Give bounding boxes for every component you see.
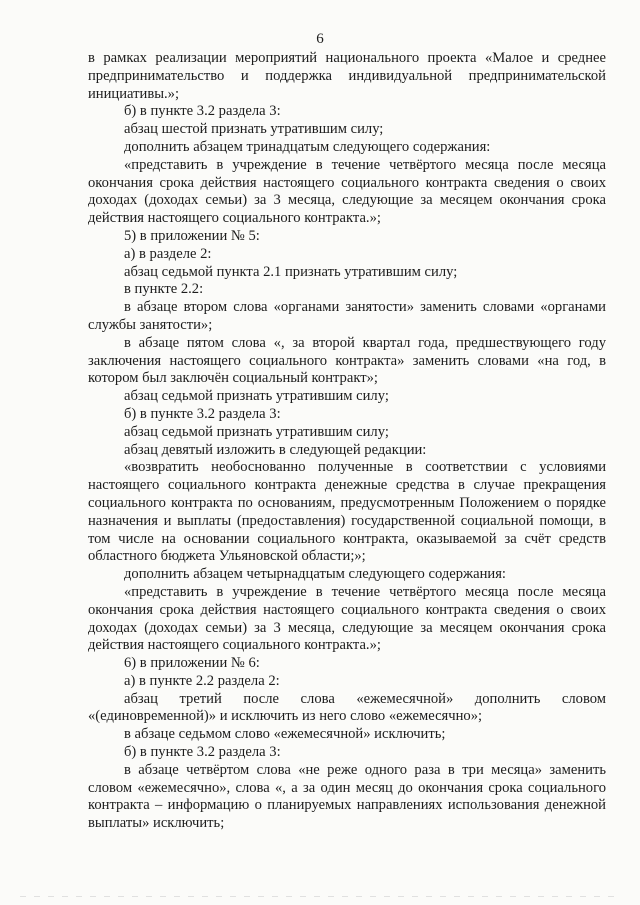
paragraph: абзац седьмой признать утратившим силу; — [124, 388, 389, 405]
paragraph: в пункте 2.2: — [124, 281, 204, 298]
document-body — [88, 50, 606, 833]
paragraph: дополнить абзацем тринадцатым следующего содержания: — [124, 138, 491, 155]
paragraph: в абзаце втором слова «органами занятости» заменить словами «органами службы занятости»; — [88, 299, 606, 333]
paragraph: абзац седьмой пункта 2.1 признать утратившим силу; — [124, 263, 458, 280]
paragraph: в рамках реализации мероприятий национального проекта «Малое и среднее предпринимательство и поддержка индивидуальной предпринимательской инициативы.»; — [88, 50, 606, 102]
scan-edge-artifact — [20, 896, 620, 897]
paragraph: абзац девятый изложить в следующей редакции: — [124, 441, 427, 458]
paragraph: б) в пункте 3.2 раздела 3: — [124, 405, 281, 422]
paragraph: в абзаце четвёртом слова «не реже одного раза в три месяца» заменить словом «ежемесячно», слова «, а за один месяц до окончания срока социального контракта – информацию о планируемых направлениях использования денежной выплаты» исключить; — [88, 761, 606, 832]
paragraph: «представить в учреждение в течение четвёртого месяца после месяца окончания срока действия настоящего социального контракта сведения о своих доходах (доходах семьи) за 3 месяца, следующие за месяцем окончания срока действия настоящего социального контракта.»; — [88, 156, 606, 227]
paragraph: а) в пункте 2.2 раздела 2: — [124, 672, 280, 689]
paragraph: абзац шестой признать утратившим силу; — [124, 121, 384, 138]
page-number: 6 — [316, 31, 324, 47]
paragraph: абзац седьмой признать утратившим силу; — [124, 423, 389, 440]
paragraph: в абзаце пятом слова «, за второй квартал года, предшествующего году заключения настоящего социального контракта» заменить словами «на год, в котором был заключён социальный контракт»; — [88, 334, 606, 387]
paragraph: абзац третий после слова «ежемесячной» дополнить словом «(единовременной)» и исключить из него слово «ежемесячно»; — [88, 690, 606, 725]
paragraph: дополнить абзацем четырнадцатым следующего содержания: — [124, 566, 506, 583]
paragraph: б) в пункте 3.2 раздела 3: — [124, 103, 281, 120]
paragraph: 5) в приложении № 5: — [124, 227, 260, 244]
paragraph: «представить в учреждение в течение четвёртого месяца после месяца окончания срока действия настоящего социального контракта сведения о своих доходах (доходах семьи) за 3 месяца, следующие за месяцем окончания срока действия настоящего социального контракта.»; — [88, 583, 606, 654]
paragraph: «возвратить необоснованно полученные в соответствии с условиями настоящего социального контракта денежные средства в случае прекращения социального контракта по основаниям, предусмотренным Положением о порядке назначения и выплаты (предоставления) государственной социальной помощи, в том числе на основании социального контракта, оказываемой за счёт средств областного бюджета Ульяновской области;»; — [88, 459, 606, 565]
paragraph: а) в разделе 2: — [124, 245, 212, 262]
paragraph: 6) в приложении № 6: — [124, 655, 260, 672]
paragraph: б) в пункте 3.2 раздела 3: — [124, 744, 281, 761]
paragraph: в абзаце седьмом слово «ежемесячной» исключить; — [124, 726, 446, 743]
